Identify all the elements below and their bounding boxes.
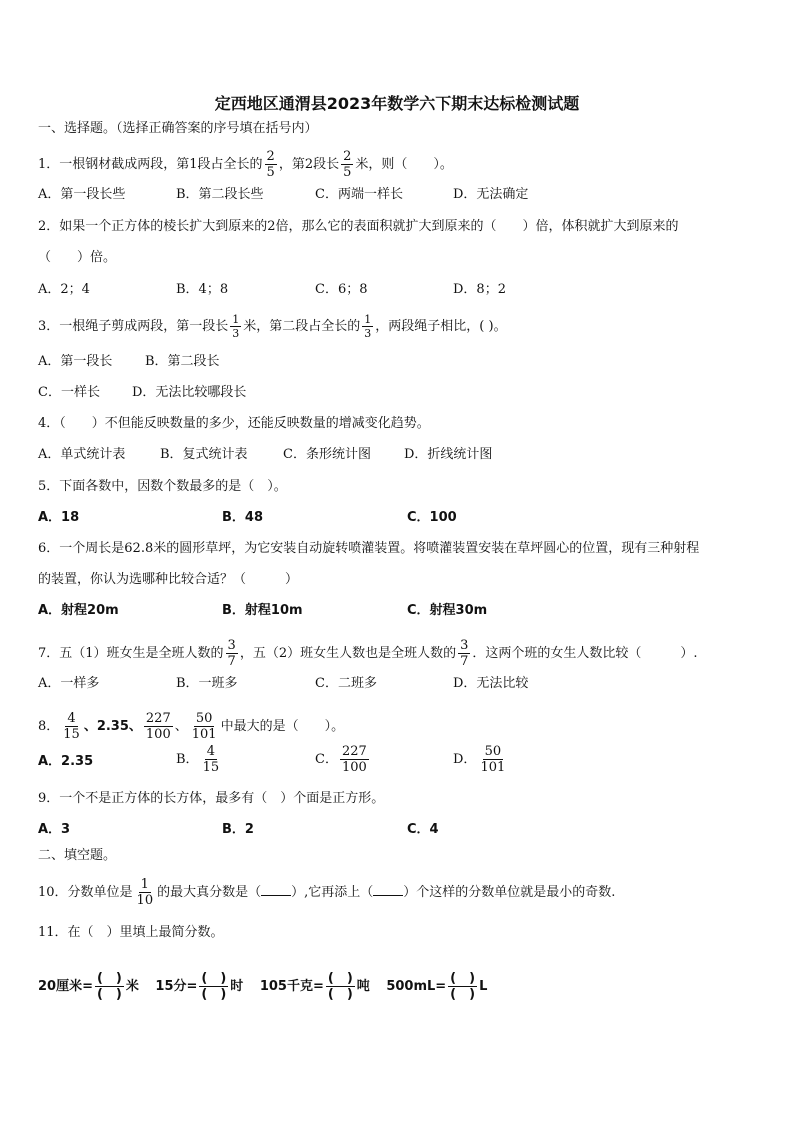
q1-option-c: C．两端一样长: [315, 187, 403, 202]
q7-option-d: D．无法比较: [453, 676, 529, 691]
answer-fraction[interactable]: $\frac{( )}{( )}$: [96, 971, 122, 1002]
q5-option-c: C．100: [407, 510, 457, 525]
q4-option-c: C．条形统计图: [283, 447, 371, 462]
question-10: 10．分数单位是 $\frac{1}{10}$ 的最大真分数是（ ）,它再添上（ ）个这样的分数单位就是最小的奇数.: [38, 877, 616, 908]
q2-option-b: B．4；8: [176, 282, 229, 297]
answer-blank[interactable]: [261, 884, 291, 896]
q8-option-d: D． $\frac{50}{101}$: [453, 744, 506, 775]
q6-option-a: A．射程20m: [38, 603, 119, 618]
q5-option-a: A．18: [38, 510, 80, 525]
question-9: 9．一个不是正方体的长方体，最多有（ ）个面是正方形。: [38, 791, 385, 806]
q4-option-d: D．折线统计图: [404, 447, 493, 462]
q1-option-d: D．无法确定: [453, 187, 529, 202]
question-3: 3．一根绳子剪成两段，第一段长 $\frac{1}{3}$ 米，第二段占全长的 $\frac{1}{3}$ ，两段绳子相比，( )。: [38, 313, 507, 340]
q3-option-b: B．第二段长: [145, 354, 220, 369]
answer-blank[interactable]: [373, 884, 403, 896]
question-1: 1．一根钢材截成两段，第1段占全长的 $\frac{2}{5}$ ，第2段长 $\frac{2}{5}$ 米，则（ ）。: [38, 149, 453, 180]
question-6-cont: 的装置，你认为选哪种比较合适？（ ）: [38, 572, 299, 587]
question-4: 4．（ ）不但能反映数量的多少，还能反映数量的增减变化趋势。: [38, 416, 430, 431]
q9-option-b: B．2: [222, 822, 254, 837]
q11-conversions: 20厘米= $\frac{( )}{( )}$ 米 15分= $\frac{( )}{( )}$ 时 105千克= $\frac{( )}{( )}$ 吨 500mL= $\frac{( )}{( )}$ L: [38, 971, 488, 1002]
question-6: 6．一个周长是62.8米的圆形草坪，为它安装自动旋转喷灌装置。将喷灌装置安装在草坪圆心的位置，现有三种射程: [38, 541, 700, 556]
fraction: $\frac{2}{5}$: [343, 149, 352, 180]
fraction: $\frac{3}{7}$: [460, 638, 469, 669]
answer-fraction[interactable]: $\frac{( )}{( )}$: [450, 971, 476, 1002]
q8-option-b: B． $\frac{4}{15}$: [176, 744, 220, 775]
q1-option-b: B．第二段长些: [176, 187, 264, 202]
q9-option-c: C．4: [407, 822, 439, 837]
q3-option-d: D．无法比较哪段长: [132, 385, 247, 400]
q3-option-c: C．一样长: [38, 385, 100, 400]
fraction: $\frac{227}{100}$: [341, 744, 367, 775]
q6-option-c: C．射程30m: [407, 603, 488, 618]
q8-option-a: A．2.35: [38, 754, 94, 769]
question-7: 7．五（1）班女生是全班人数的 $\frac{3}{7}$ ，五（2）班女生人数也是全班人数的 $\frac{3}{7}$ ．这两个班的女生人数比较（ ）.: [38, 638, 698, 669]
q4-option-a: A．单式统计表: [38, 447, 126, 462]
q2-option-d: D．8；2: [453, 282, 506, 297]
q3-option-a: A．第一段长: [38, 354, 113, 369]
question-2: 2．如果一个正方体的棱长扩大到原来的2倍，那么它的表面积就扩大到原来的（ ）倍，体积就扩大到原来的: [38, 219, 679, 234]
q2-option-a: A．2；4: [38, 282, 90, 297]
q6-option-b: B．射程10m: [222, 603, 303, 618]
q7-option-c: C．二班多: [315, 676, 377, 691]
fraction: $\frac{227}{100}$: [145, 711, 171, 742]
question-8: 8． $\frac{4}{15}$ 、2.35、 $\frac{227}{100}$ 、 $\frac{50}{101}$ 中最大的是（ ）。: [38, 711, 345, 742]
q8-option-c: C． $\frac{227}{100}$: [315, 744, 367, 775]
question-5: 5．下面各数中，因数个数最多的是（ ）。: [38, 479, 287, 494]
section-fill-header: 二、填空题。: [38, 848, 117, 863]
fraction: $\frac{3}{7}$: [227, 638, 236, 669]
fraction: $\frac{1}{3}$: [232, 313, 240, 340]
fraction: $\frac{1}{3}$: [364, 313, 372, 340]
section-choice-header: 一、选择题。（选择正确答案的序号填在括号内）: [38, 121, 318, 136]
fraction: $\frac{1}{10}$: [136, 877, 154, 908]
fraction: $\frac{4}{15}$: [63, 711, 80, 742]
q7-option-a: A．一样多: [38, 676, 100, 691]
answer-fraction[interactable]: $\frac{( )}{( )}$: [201, 971, 227, 1002]
q7-option-b: B．一班多: [176, 676, 238, 691]
fraction: $\frac{2}{5}$: [266, 149, 275, 180]
question-2-cont: （ ）倍。: [38, 250, 117, 265]
fraction: $\frac{4}{15}$: [202, 744, 220, 775]
page-title: 定西地区通渭县2023年数学六下期末达标检测试题: [214, 94, 580, 113]
fraction: $\frac{50}{101}$: [191, 711, 217, 742]
fraction: $\frac{50}{101}$: [480, 744, 506, 775]
answer-fraction[interactable]: $\frac{( )}{( )}$: [327, 971, 353, 1002]
q4-option-b: B．复式统计表: [160, 447, 248, 462]
q1-option-a: A．第一段长些: [38, 187, 126, 202]
q2-option-c: C．6；8: [315, 282, 368, 297]
q9-option-a: A．3: [38, 822, 71, 837]
q5-option-b: B．48: [222, 510, 263, 525]
question-11: 11．在（ ）里填上最简分数。: [38, 925, 224, 940]
